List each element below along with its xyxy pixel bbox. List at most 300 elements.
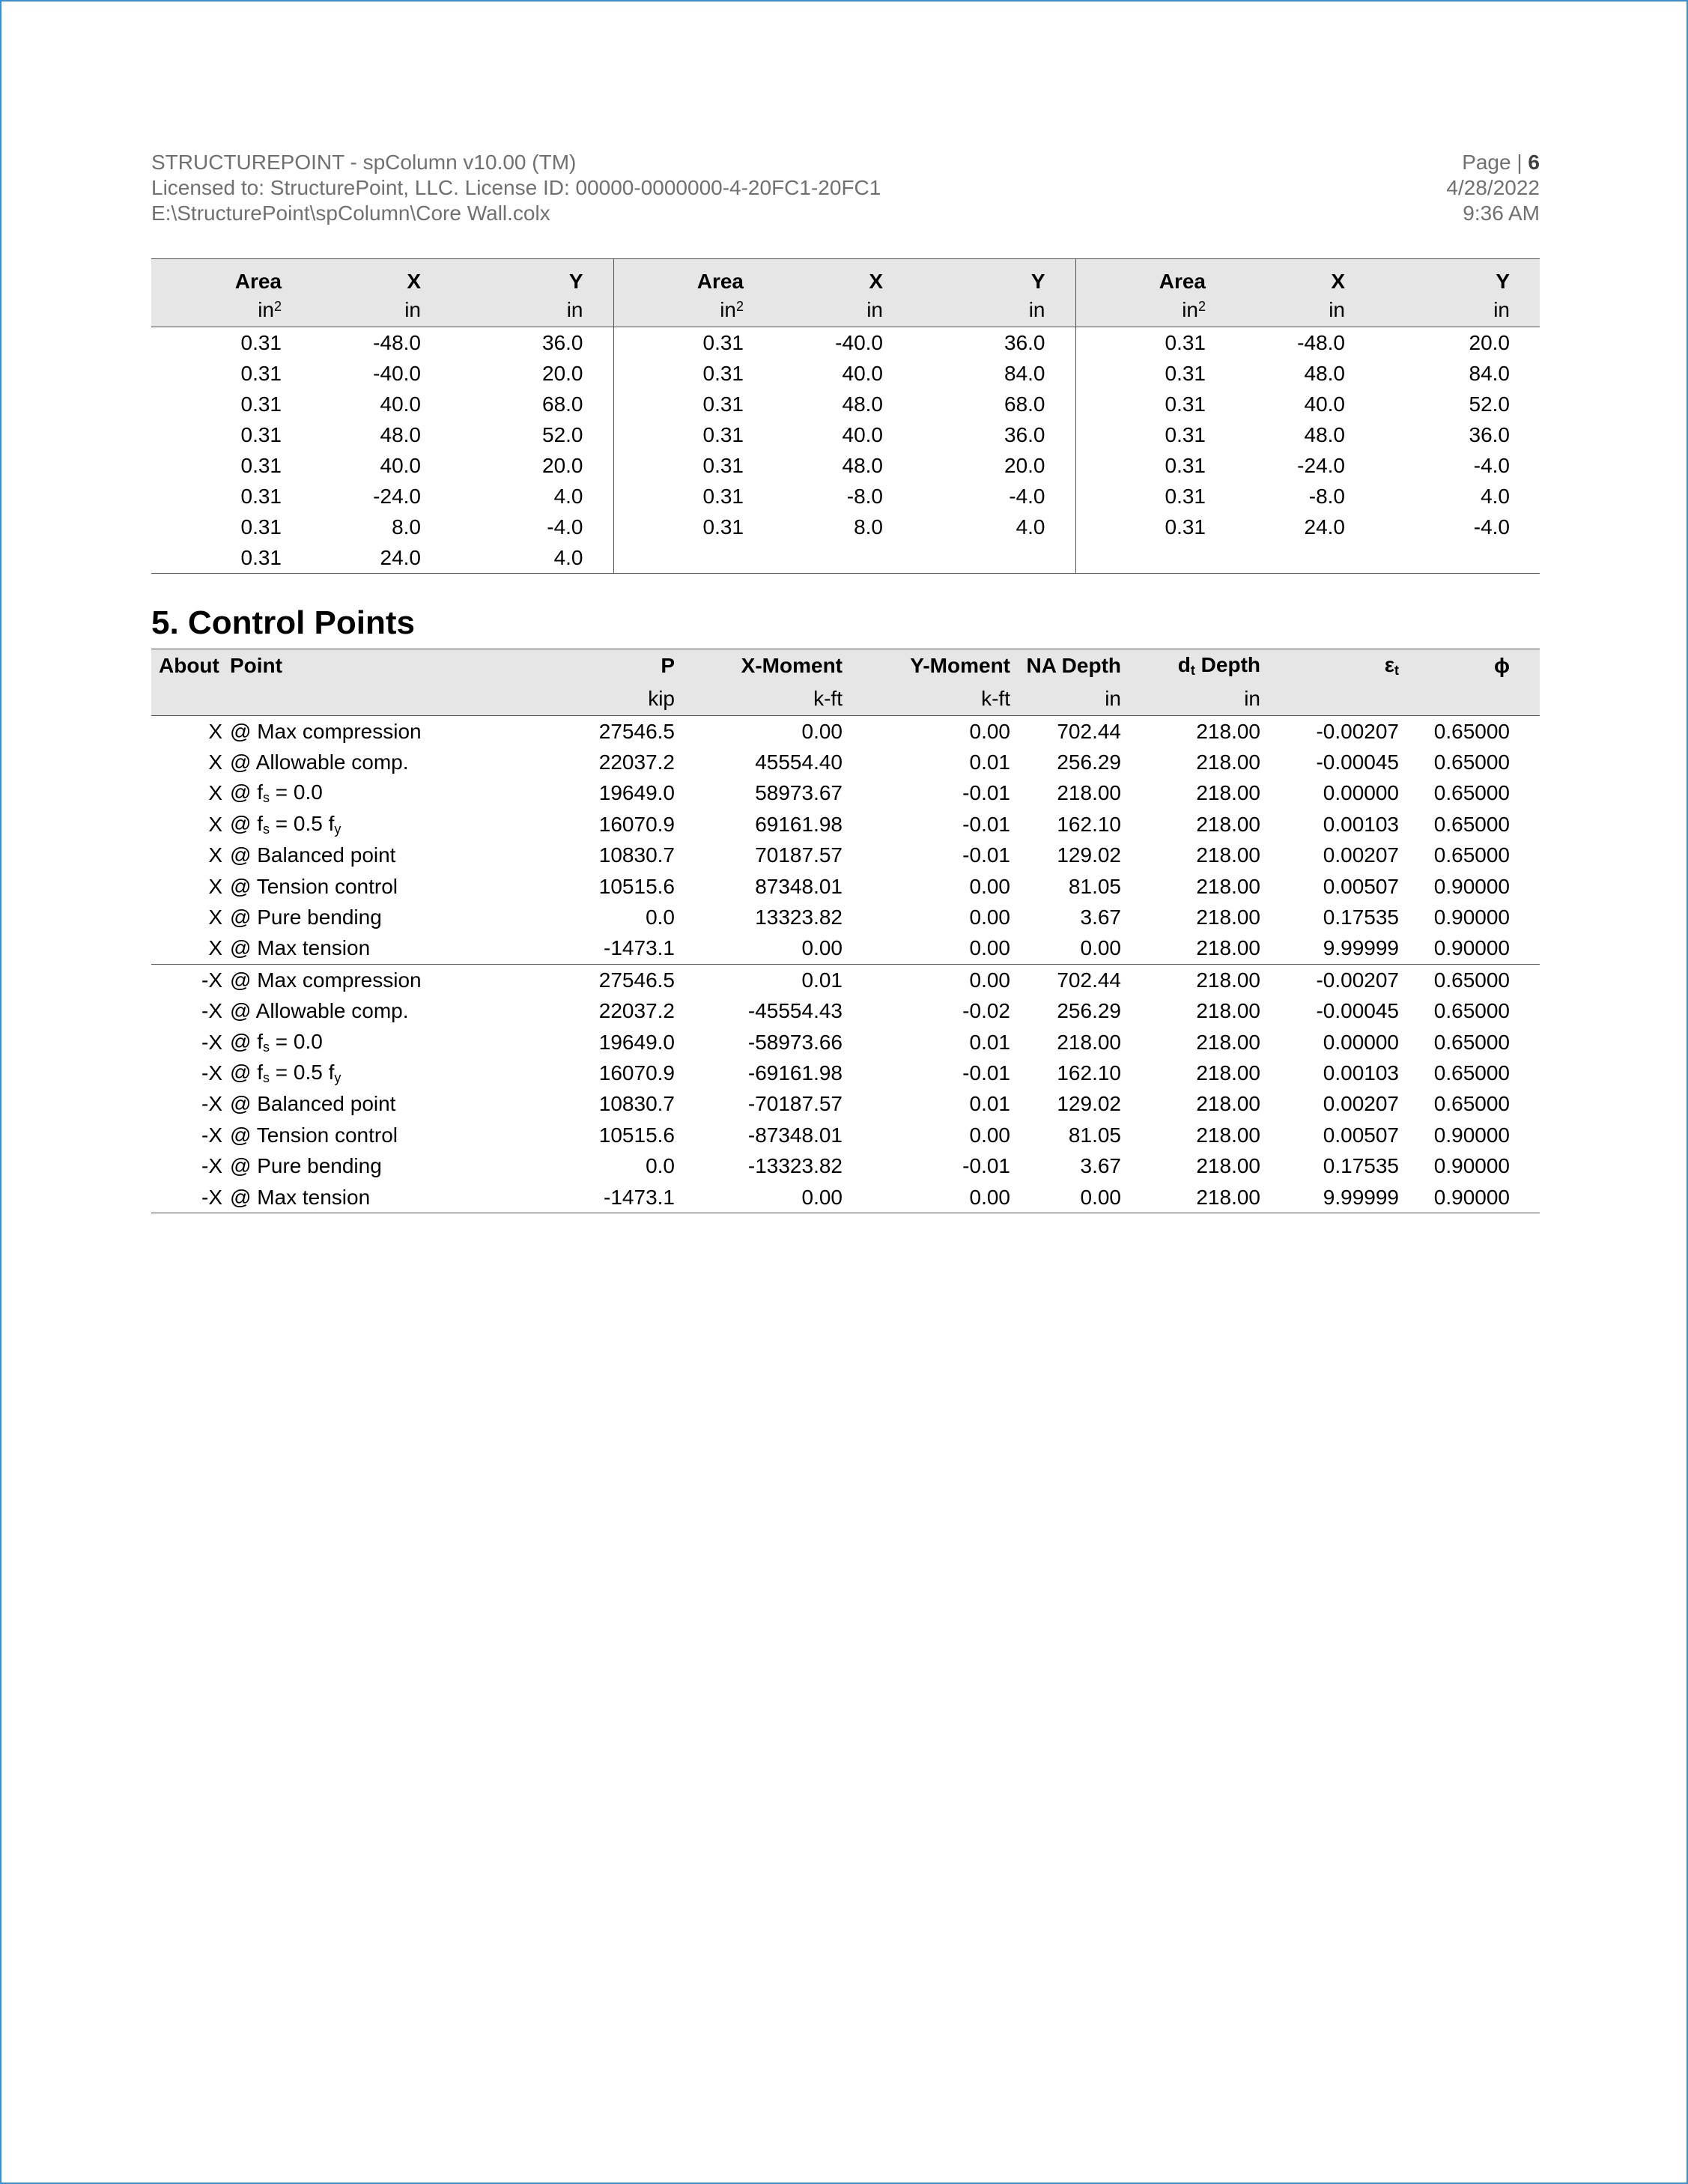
- bars-cell: 52.0: [1469, 392, 1510, 416]
- cell-eps: 0.00507: [1323, 1123, 1399, 1147]
- bars-cell: 84.0: [1004, 361, 1045, 385]
- cell-phi: 0.90000: [1433, 1123, 1510, 1147]
- bars-cell: 48.0: [380, 422, 421, 446]
- cell-point: [230, 965, 529, 996]
- cell-na: 81.05: [1068, 874, 1121, 898]
- cell-ym: 0.00: [969, 719, 1010, 743]
- cell-phi: 0.65000: [1433, 719, 1510, 743]
- cell-ym: -0.01: [962, 1154, 1010, 1178]
- cell-ym: -0.01: [962, 843, 1010, 867]
- bars-cell: -40.0: [835, 330, 883, 354]
- bars-cell: [613, 542, 744, 574]
- col-point: Point: [230, 649, 529, 683]
- bars-cell: 40.0: [1304, 392, 1345, 416]
- cell-xm: 13323.82: [755, 906, 843, 929]
- col-phi: ϕ: [1399, 649, 1540, 683]
- cell-eps: 9.99999: [1260, 933, 1399, 965]
- cell-xm: 0.00: [801, 719, 843, 743]
- unit-area-exponent: 2: [273, 299, 282, 314]
- header-filepath: E:\StructurePoint\spColumn\Core Wall.colx: [151, 201, 550, 225]
- cell-point: [230, 996, 529, 1027]
- bar-locations-table: [151, 258, 1540, 574]
- cell-eps: -0.00045: [1316, 999, 1399, 1023]
- cell-dt: 218.00: [1196, 750, 1260, 774]
- col-p: P: [529, 649, 675, 683]
- bars-cell: 48.0: [1304, 361, 1345, 385]
- cell-eps: -0.00207: [1316, 968, 1399, 992]
- bars-cell: 0.31: [1075, 419, 1206, 450]
- page-label: Page |: [1462, 151, 1528, 174]
- cell-point: [230, 902, 529, 932]
- cell-about: X: [208, 906, 222, 929]
- cell-phi: 0.90000: [1433, 874, 1510, 898]
- bars-cell: 0.31: [613, 419, 744, 450]
- cell-dt: 218.00: [1196, 906, 1260, 929]
- bars-unit-x-3: in: [1206, 294, 1345, 327]
- cell-xm: -58973.66: [747, 1030, 843, 1054]
- cell-xm: 58973.67: [755, 781, 843, 805]
- bars-header-x-3: X: [1206, 259, 1345, 294]
- bars-header-x-1: X: [282, 259, 421, 294]
- cell-ym: 0.00: [843, 933, 1010, 965]
- table-row: [151, 542, 1540, 574]
- bars-cell: [883, 542, 1075, 574]
- point-mid: = 0.0: [269, 1029, 323, 1053]
- cell-xm: -87348.01: [747, 1123, 843, 1147]
- cell-about: X: [208, 843, 222, 867]
- cell-about: -X: [201, 1123, 222, 1147]
- cell-na: 81.05: [1068, 1123, 1121, 1147]
- col-na-depth: NA Depth: [1010, 649, 1121, 683]
- point-pre: @ Tension control: [230, 1123, 398, 1147]
- control-points-table: [151, 649, 1540, 1213]
- bars-cell: 36.0: [542, 330, 583, 354]
- table-row: [151, 327, 1540, 359]
- cell-about: X: [208, 874, 222, 898]
- cell-p: 27546.5: [598, 968, 675, 992]
- cell-xm: 0.00: [675, 1182, 843, 1213]
- table-row: [151, 933, 1540, 965]
- cell-about: X: [208, 812, 222, 836]
- cell-ym: 0.00: [969, 1123, 1010, 1147]
- table-row: [151, 840, 1540, 871]
- table-row: [151, 1027, 1540, 1058]
- cell-dt: 218.00: [1196, 719, 1260, 743]
- bars-cell: 68.0: [542, 392, 583, 416]
- cell-dt: 218.00: [1196, 968, 1260, 992]
- cell-dt: 218.00: [1196, 1092, 1260, 1116]
- dt-d: d: [1177, 653, 1191, 676]
- cell-na: 218.00: [1057, 781, 1121, 805]
- cell-p: 16070.9: [598, 812, 675, 836]
- cell-phi: 0.65000: [1433, 1061, 1510, 1085]
- bars-cell: -4.0: [1473, 453, 1510, 477]
- cell-point: [230, 747, 529, 777]
- bars-cell: [1075, 542, 1206, 574]
- bars-cell: -8.0: [1308, 484, 1345, 508]
- cell-about: X: [208, 781, 222, 805]
- bars-header-y-3: Y: [1345, 259, 1540, 294]
- bars-cell: 4.0: [1015, 515, 1045, 539]
- point-pre: @ Allowable comp.: [230, 750, 409, 774]
- cell-eps: 0.00207: [1323, 843, 1399, 867]
- bars-cell: 20.0: [1469, 330, 1510, 354]
- bars-cell: 0.31: [613, 358, 744, 389]
- cell-p: 27546.5: [598, 719, 675, 743]
- col-about: About: [151, 649, 230, 683]
- cell-about: -X: [201, 1154, 222, 1178]
- cell-dt: 218.00: [1196, 1154, 1260, 1178]
- cell-ym: 0.00: [969, 968, 1010, 992]
- page-number-value: 6: [1528, 151, 1540, 174]
- cell-about: X: [151, 933, 230, 965]
- cell-ym: 0.01: [969, 1030, 1010, 1054]
- cell-dt: 218.00: [1196, 1061, 1260, 1085]
- point-mid: = 0.5 f: [269, 811, 335, 835]
- table-row: [151, 778, 1540, 809]
- cell-na: 702.44: [1057, 968, 1121, 992]
- bars-unit-x-1: in: [282, 294, 421, 327]
- cell-xm: -69161.98: [747, 1061, 843, 1085]
- bars-header-x-2: X: [744, 259, 883, 294]
- cell-phi: 0.65000: [1433, 781, 1510, 805]
- cell-na: 218.00: [1057, 1030, 1121, 1054]
- cell-point: [230, 1150, 529, 1181]
- cell-point: [230, 871, 529, 902]
- cell-ym: -0.01: [962, 1061, 1010, 1085]
- cell-point: [230, 1182, 529, 1213]
- cell-p: 10515.6: [598, 1123, 675, 1147]
- eps: ε: [1384, 653, 1394, 676]
- bars-cell: 0.31: [240, 453, 282, 477]
- table-row: [151, 450, 1540, 481]
- bars-cell: 0.31: [613, 481, 744, 512]
- table-row: [151, 716, 1540, 747]
- bars-cell: 8.0: [854, 515, 883, 539]
- cell-about: -X: [201, 1030, 222, 1054]
- cell-ym: 0.00: [969, 874, 1010, 898]
- cell-eps: 0.00000: [1323, 781, 1399, 805]
- point-pre: @ Max tension: [230, 936, 371, 960]
- bars-cell: 48.0: [842, 453, 883, 477]
- point-pre: @ Balanced point: [230, 1092, 396, 1116]
- bars-cell: 4.0: [421, 542, 613, 574]
- bars-unit-area-3: [1075, 294, 1206, 327]
- table-row: [151, 389, 1540, 419]
- unit-point: [230, 682, 529, 716]
- cell-p: -1473.1: [529, 933, 675, 965]
- cell-eps: 0.00000: [1323, 1030, 1399, 1054]
- cell-eps: 0.00207: [1323, 1092, 1399, 1116]
- unit-p: kip: [529, 682, 675, 716]
- bars-cell: 4.0: [553, 484, 583, 508]
- cell-about: -X: [201, 999, 222, 1023]
- cell-eps: 0.00103: [1323, 1061, 1399, 1085]
- cell-ym: 0.00: [969, 906, 1010, 929]
- cell-point: [230, 1120, 529, 1150]
- unit-area-base: in: [258, 298, 274, 321]
- bars-cell: 40.0: [380, 392, 421, 416]
- bars-cell: 20.0: [542, 361, 583, 385]
- cell-p: 0.0: [646, 906, 675, 929]
- bars-cell: 0.31: [1075, 358, 1206, 389]
- cell-dt: 218.00: [1196, 874, 1260, 898]
- bars-cell: 0.31: [151, 542, 282, 574]
- cell-p: 19649.0: [598, 781, 675, 805]
- cell-na: 0.00: [1010, 933, 1121, 965]
- cell-xm: -45554.43: [747, 999, 843, 1023]
- cell-p: 10830.7: [598, 1092, 675, 1116]
- cell-ym: -0.02: [962, 999, 1010, 1023]
- bars-header-y-2: Y: [883, 259, 1075, 294]
- cell-point: [230, 1058, 529, 1088]
- bars-header-y-1: Y: [421, 259, 613, 294]
- cell-xm: 45554.40: [755, 750, 843, 774]
- point-mid: = 0.5 f: [269, 1060, 335, 1084]
- bars-cell: 84.0: [1469, 361, 1510, 385]
- header-license: Licensed to: StructurePoint, LLC. License ID: 00000-0000000-4-20FC1-20FC1: [151, 176, 881, 199]
- bars-cell: -40.0: [373, 361, 421, 385]
- dt-rest: Depth: [1194, 653, 1260, 676]
- bars-cell: [1206, 542, 1345, 574]
- point-pre: @ f: [230, 811, 263, 835]
- cell-na: 129.02: [1057, 1092, 1121, 1116]
- cell-dt: 218.00: [1196, 812, 1260, 836]
- bars-cell: 4.0: [1481, 484, 1510, 508]
- table-row: [151, 1150, 1540, 1181]
- point-sub: s: [262, 1070, 270, 1085]
- cell-eps: -0.00207: [1316, 719, 1399, 743]
- bars-unit-area-2: [613, 294, 744, 327]
- point-pre: @ Allowable comp.: [230, 999, 409, 1023]
- cell-na: 162.10: [1057, 1061, 1121, 1085]
- unit-y-moment: k-ft: [843, 682, 1010, 716]
- point-pre: @ Max compression: [230, 719, 422, 743]
- bars-cell: 0.31: [240, 422, 282, 446]
- cell-phi: 0.90000: [1433, 1154, 1510, 1178]
- bars-cell: [1345, 542, 1540, 574]
- bars-unit-y-3: in: [1345, 294, 1540, 327]
- bars-cell: 48.0: [1304, 422, 1345, 446]
- cell-ym: -0.01: [962, 812, 1010, 836]
- cell-dt: 218.00: [1121, 1182, 1260, 1213]
- cell-phi: 0.65000: [1433, 812, 1510, 836]
- cell-p: 10830.7: [598, 843, 675, 867]
- cell-about: X: [208, 750, 222, 774]
- point-sub: s: [262, 1039, 270, 1055]
- cell-xm: 0.01: [801, 968, 843, 992]
- cell-point: [230, 809, 529, 840]
- cell-ym: 0.00: [843, 1182, 1010, 1213]
- cell-na: 129.02: [1057, 843, 1121, 867]
- cell-phi: 0.65000: [1433, 1092, 1510, 1116]
- cell-p: -1473.1: [529, 1182, 675, 1213]
- point-pre: @ f: [230, 1060, 263, 1084]
- bars-cell: 0.31: [1075, 327, 1206, 359]
- cell-eps: 0.00103: [1323, 812, 1399, 836]
- eps-sub: t: [1394, 663, 1399, 678]
- cell-about: -X: [201, 1092, 222, 1116]
- cell-na: 256.29: [1057, 999, 1121, 1023]
- unit-na-depth: in: [1010, 682, 1121, 716]
- table-row: [151, 965, 1540, 996]
- cell-phi: 0.90000: [1399, 1182, 1540, 1213]
- cell-xm: -13323.82: [747, 1154, 843, 1178]
- cell-eps: 0.17535: [1323, 906, 1399, 929]
- cell-ym: -0.01: [962, 781, 1010, 805]
- unit-area-exponent: 2: [735, 299, 744, 314]
- bars-cell: 40.0: [842, 422, 883, 446]
- point-sub2: y: [334, 821, 341, 837]
- bars-cell: 36.0: [1469, 422, 1510, 446]
- bars-cell: 40.0: [380, 453, 421, 477]
- bars-cell: -4.0: [1473, 515, 1510, 539]
- bars-header-area-1: Area: [151, 259, 282, 294]
- table-row: [151, 809, 1540, 840]
- bars-unit-y-2: in: [883, 294, 1075, 327]
- bars-cell: -24.0: [1297, 453, 1345, 477]
- cell-eps: 9.99999: [1260, 1182, 1399, 1213]
- cell-p: 22037.2: [598, 999, 675, 1023]
- bars-unit-area-1: [151, 294, 282, 327]
- cell-xm: 70187.57: [755, 843, 843, 867]
- point-sub2: y: [334, 1070, 341, 1085]
- unit-area-exponent: 2: [1197, 299, 1206, 314]
- bars-cell: 0.31: [240, 484, 282, 508]
- point-pre: @ Max tension: [230, 1185, 371, 1209]
- cell-point: [230, 1089, 529, 1120]
- cell-phi: 0.90000: [1433, 906, 1510, 929]
- cell-xm: -70187.57: [747, 1092, 843, 1116]
- cell-dt: 218.00: [1196, 1123, 1260, 1147]
- table-row: [151, 902, 1540, 932]
- table-row: [151, 512, 1540, 542]
- table-row: [151, 481, 1540, 512]
- cell-dt: 218.00: [1196, 999, 1260, 1023]
- bars-cell: 8.0: [392, 515, 421, 539]
- bars-cell: 24.0: [282, 542, 421, 574]
- page-number: [1446, 150, 1540, 175]
- bars-cell: -8.0: [846, 484, 883, 508]
- cell-point: [230, 933, 529, 965]
- bars-cell: 48.0: [842, 392, 883, 416]
- unit-about: [151, 682, 230, 716]
- cell-na: 0.00: [1010, 1182, 1121, 1213]
- cell-phi: 0.90000: [1399, 933, 1540, 965]
- cell-na: 162.10: [1057, 812, 1121, 836]
- point-mid: = 0.0: [269, 780, 323, 804]
- cell-about: -X: [201, 968, 222, 992]
- bars-cell: 52.0: [542, 422, 583, 446]
- cell-point: [230, 778, 529, 809]
- point-pre: @ Tension control: [230, 874, 398, 898]
- table-row: [151, 1089, 1540, 1120]
- unit-phi: [1399, 682, 1540, 716]
- cell-phi: 0.65000: [1433, 999, 1510, 1023]
- bars-cell: 0.31: [613, 327, 744, 359]
- cell-phi: 0.65000: [1433, 750, 1510, 774]
- cell-about: -X: [201, 1061, 222, 1085]
- table-row: [151, 1182, 1540, 1213]
- bars-header-area-2: Area: [613, 259, 744, 294]
- header-program: STRUCTUREPOINT - spColumn v10.00 (TM): [151, 151, 577, 174]
- point-pre: @ Pure bending: [230, 1154, 382, 1178]
- table-row: [151, 1058, 1540, 1088]
- unit-dt-depth: in: [1121, 682, 1260, 716]
- dt-sub: t: [1190, 663, 1195, 678]
- cell-p: 0.0: [646, 1154, 675, 1178]
- point-pre: @ f: [230, 780, 263, 804]
- bars-cell: 36.0: [1004, 422, 1045, 446]
- cell-point: [230, 1027, 529, 1058]
- unit-eps: [1260, 682, 1399, 716]
- bars-cell: -48.0: [373, 330, 421, 354]
- table-row: [151, 747, 1540, 777]
- bars-cell: 36.0: [1004, 330, 1045, 354]
- header-date: 4/28/2022: [1446, 176, 1540, 199]
- bars-cell: 0.31: [240, 330, 282, 354]
- cell-p: 19649.0: [598, 1030, 675, 1054]
- bars-cell: 24.0: [1304, 515, 1345, 539]
- cell-na: 3.67: [1080, 1154, 1121, 1178]
- col-x-moment: X-Moment: [675, 649, 843, 683]
- bars-cell: 0.31: [240, 392, 282, 416]
- point-sub: s: [262, 821, 270, 837]
- cell-dt: 218.00: [1196, 781, 1260, 805]
- bars-unit-x-2: in: [744, 294, 883, 327]
- cell-p: 22037.2: [598, 750, 675, 774]
- bars-cell: 0.31: [1075, 389, 1206, 419]
- cell-na: 256.29: [1057, 750, 1121, 774]
- bars-header-area-3: Area: [1075, 259, 1206, 294]
- bars-cell: 0.31: [1075, 481, 1206, 512]
- cell-xm: 87348.01: [755, 874, 843, 898]
- table-row: [151, 996, 1540, 1027]
- cell-phi: 0.65000: [1433, 843, 1510, 867]
- col-dt-depth: [1121, 649, 1260, 683]
- unit-area-base: in: [720, 298, 736, 321]
- cell-na: 3.67: [1080, 906, 1121, 929]
- bars-cell: 20.0: [542, 453, 583, 477]
- cell-dt: 218.00: [1196, 843, 1260, 867]
- bars-unit-y-1: in: [421, 294, 613, 327]
- cell-xm: 0.00: [675, 933, 843, 965]
- bars-cell: 0.31: [613, 450, 744, 481]
- bars-cell: 68.0: [1004, 392, 1045, 416]
- table-row: [151, 419, 1540, 450]
- bars-cell: -24.0: [373, 484, 421, 508]
- point-pre: @ Balanced point: [230, 843, 396, 867]
- table-row: [151, 358, 1540, 389]
- cell-about: -X: [151, 1182, 230, 1213]
- bars-cell: 0.31: [613, 389, 744, 419]
- bars-cell: 0.31: [240, 515, 282, 539]
- cell-p: 10515.6: [598, 874, 675, 898]
- bars-cell: [744, 542, 883, 574]
- bars-cell: -48.0: [1297, 330, 1345, 354]
- cell-phi: 0.65000: [1433, 968, 1510, 992]
- cell-point: [230, 716, 529, 747]
- cell-eps: 0.17535: [1323, 1154, 1399, 1178]
- cell-ym: 0.01: [969, 750, 1010, 774]
- bars-cell: 0.31: [1075, 512, 1206, 542]
- bars-cell: 0.31: [613, 512, 744, 542]
- point-pre: @ Max compression: [230, 968, 422, 992]
- cell-point: [230, 840, 529, 871]
- bars-cell: 0.31: [1075, 450, 1206, 481]
- cell-eps: 0.00507: [1323, 874, 1399, 898]
- point-sub: s: [262, 790, 270, 806]
